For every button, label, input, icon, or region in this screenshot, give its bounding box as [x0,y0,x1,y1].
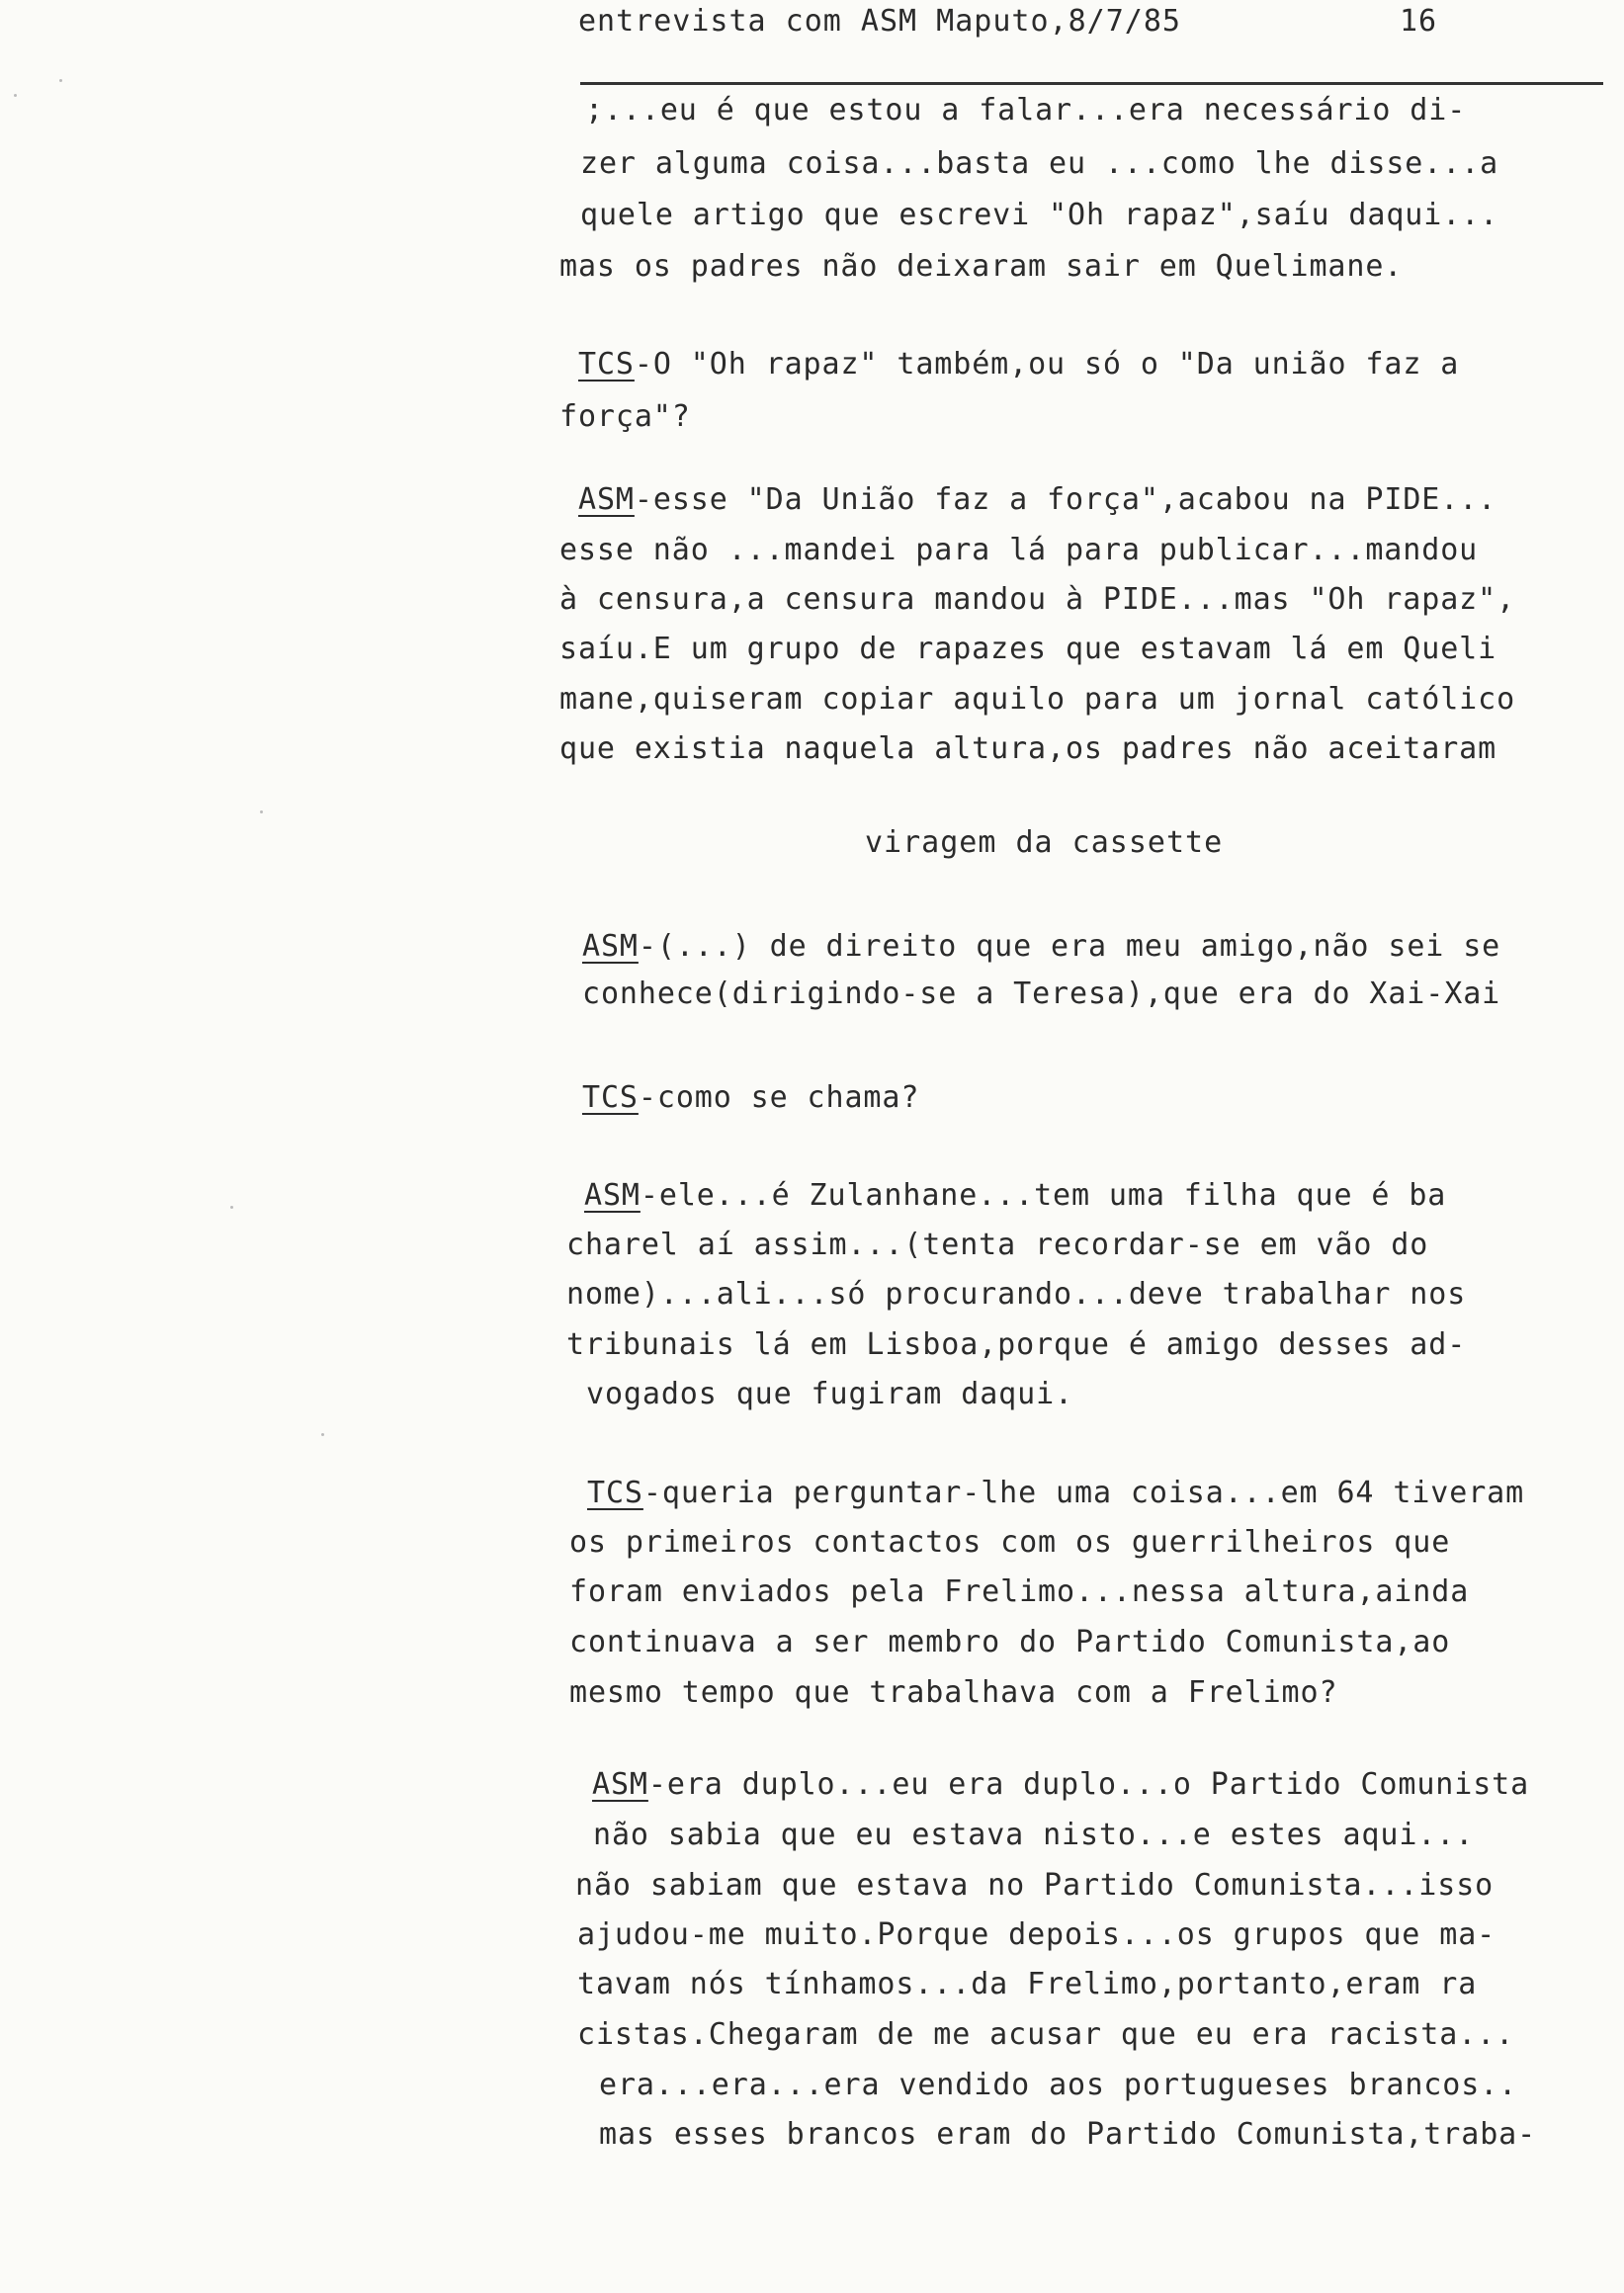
cassette-note: viragem da cassette [865,825,1224,860]
speaker-line-text: -queria perguntar-lhe uma coisa...em 64 tiveram [642,1476,1525,1510]
text-line: zer alguma coisa...basta eu ...como lhe disse...a [580,146,1499,181]
text-line: quele artigo que escrevi "Oh rapaz",saíu daqui... [580,198,1499,232]
speaker-line [582,927,1500,967]
text-line: ajudou-me muito.Porque depois...os grupos que ma- [577,1917,1496,1952]
scan-speck [59,79,62,82]
scan-speck [321,1433,324,1436]
speaker-line [582,1078,919,1118]
speaker-line [592,1765,1529,1805]
text-line: nome)...ali...só procurando...deve trabalhar nos [566,1277,1467,1312]
speaker-line-text: -ele...é Zulanhane...tem uma filha que é ba [640,1178,1447,1213]
speaker-line-text: -O "Oh rapaz" também,ou só o "Da união faz a [634,347,1460,382]
text-line: mane,quiseram copiar aquilo para um jornal católico [559,682,1516,717]
text-line: tavam nós tínhamos...da Frelimo,portanto,eram ra [577,1967,1478,2001]
text-line: à censura,a censura mandou à PIDE...mas "Oh rapaz", [559,582,1516,617]
text-line: mas esses brancos eram do Partido Comunista,traba- [599,2117,1537,2152]
text-line: mesmo tempo que trabalhava com a Frelimo? [569,1675,1338,1710]
scan-speck [14,94,17,97]
speaker-line [578,480,1496,520]
text-line: não sabia que eu estava nisto...e estes aqui... [593,1818,1475,1852]
speaker-label: TCS [578,347,635,382]
text-line: mas os padres não deixaram sair em Quelimane. [559,249,1404,284]
text-line: vogados que fugiram daqui. [586,1377,1073,1411]
text-line: os primeiros contactos com os guerrilheiros que [569,1525,1451,1560]
speaker-line-text: -(...) de direito que era meu amigo,não sei se [638,929,1501,964]
speaker-label: ASM [584,1178,641,1213]
page-header [578,0,1577,59]
speaker-line [584,1176,1446,1216]
page-number: 16 [1400,4,1438,39]
header-rule [580,82,1603,85]
speaker-label: TCS [582,1080,639,1115]
text-line: não sabiam que estava no Partido Comunista...isso [575,1868,1495,1903]
text-line: conhece(dirigindo-se a Teresa),que era do Xai-Xai [582,977,1501,1011]
text-line: cistas.Chegaram de me acusar que eu era racista... [577,2017,1515,2052]
header-title: entrevista com ASM Maputo,8/7/85 [578,4,1181,39]
text-line: tribunais lá em Lisboa,porque é amigo desses ad- [566,1327,1467,1362]
text-line: continuava a ser membro do Partido Comunista,ao [569,1625,1451,1659]
speaker-line-text: -esse "Da União faz a força",acabou na PIDE... [634,482,1497,517]
speaker-line [578,345,1459,384]
speaker-label: ASM [592,1767,648,1802]
text-line: força"? [559,399,691,434]
text-line: ;...eu é que estou a falar...era necessário di- [585,93,1467,127]
text-line: era...era...era vendido aos portugueses brancos.. [599,2068,1518,2102]
speaker-label: ASM [578,482,635,517]
text-line: foram enviados pela Frelimo...nessa altura,ainda [569,1574,1470,1609]
scan-speck [230,1206,233,1209]
speaker-line-text: -era duplo...eu era duplo...o Partido Comunista [647,1767,1530,1802]
speaker-label: TCS [587,1476,643,1510]
text-line: que existia naquela altura,os padres não aceitaram [559,731,1497,766]
text-line: charel aí assim...(tenta recordar-se em vão do [566,1228,1429,1262]
text-line: saíu.E um grupo de rapazes que estavam lá em Queli [559,632,1497,666]
speaker-label: ASM [582,929,639,964]
text-line: esse não ...mandei para lá para publicar...mandou [559,533,1479,567]
scan-speck [260,810,263,813]
speaker-line-text: -como se chama? [638,1080,920,1115]
speaker-line [587,1474,1524,1513]
